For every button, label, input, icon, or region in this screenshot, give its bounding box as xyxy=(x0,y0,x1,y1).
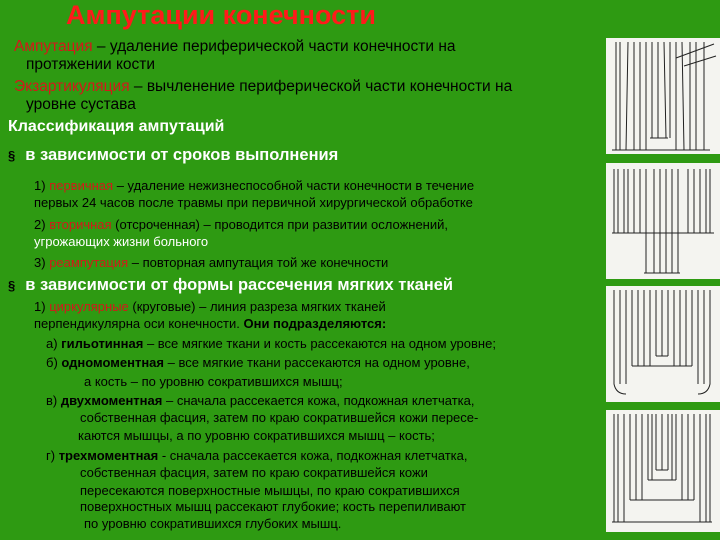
item-subdivide: Они подразделяются: xyxy=(239,316,387,331)
amputation-illustration-3 xyxy=(606,286,720,402)
exarticulation-text: – вычленение периферической части конечности на xyxy=(129,78,513,95)
subtype-term: одномоментная xyxy=(61,355,164,370)
subtype-label: б) xyxy=(46,355,62,370)
section2-item-1 xyxy=(34,299,386,314)
subtype-label: а) xyxy=(46,336,62,351)
item-text: – удаление нежизнеспособной части конечности в течение xyxy=(113,178,475,193)
section1-item-1-line2: первых 24 часов после травмы при первичной хирургической обработке xyxy=(34,195,473,210)
item-term-extra: (отсроченная) xyxy=(111,217,200,232)
subtype-c-line3: каются мышцы, а по уровню сократившихся мышц – кость; xyxy=(78,428,435,443)
subtype-c-line2: собственная фасция, затем по краю сократившейся кожи пересе- xyxy=(80,410,479,425)
section1-item-2 xyxy=(34,217,448,232)
item-term: первичная xyxy=(49,178,114,193)
item-term: реампутация xyxy=(49,255,129,270)
amputation-illustration-2 xyxy=(606,163,720,279)
subtype-term: двухмоментная xyxy=(60,393,163,408)
exarticulation-term: Экзартикуляция xyxy=(14,78,130,95)
section1-item-1 xyxy=(34,178,474,193)
section2-heading xyxy=(8,276,453,295)
amputation-illustration-4 xyxy=(606,410,720,532)
exarticulation-text-line2: уровне сустава xyxy=(26,96,136,113)
exarticulation-definition xyxy=(14,78,512,96)
subtype-text: – сначала рассекается кожа, подкожная клетчатка, xyxy=(162,393,475,408)
subtype-label: г) xyxy=(46,448,59,463)
amputation-text: – удаление периферической части конечности на xyxy=(92,38,456,55)
amputation-term: Ампутация xyxy=(14,38,93,55)
item-number: 1) xyxy=(34,178,46,193)
subtype-a xyxy=(46,336,496,351)
item-text: – линия разреза мягких тканей xyxy=(195,299,386,314)
section1-item-3 xyxy=(34,255,388,270)
classification-heading: Классификация ампутаций xyxy=(8,118,225,135)
item-number: 3) xyxy=(34,255,46,270)
section2-item-1-line2 xyxy=(34,316,386,331)
item-term-extra: (круговые) xyxy=(128,299,196,314)
subtype-text: – все мягкие ткани и кость рассекаются на одном уровне; xyxy=(143,336,496,351)
subtype-d-line3: пересекаются поверхностные мышцы, по краю сократившихся xyxy=(80,483,460,498)
item-term: циркулярные xyxy=(49,299,129,314)
item-text: – повторная ампутация той же конечности xyxy=(128,255,389,270)
subtype-label: в) xyxy=(46,393,61,408)
subtype-term: гильотинная xyxy=(61,336,144,351)
subtype-b-line2: а кость – по уровню сократившихся мышц; xyxy=(84,374,343,389)
page-title: Ампутации конечности xyxy=(66,0,376,30)
subtype-d-line5: по уровню сократившихся глубоких мышц. xyxy=(84,516,342,531)
subtype-term: трехмоментная xyxy=(58,448,159,463)
section1-heading-text: в зависимости от сроков выполнения xyxy=(25,146,339,164)
subtype-text: - сначала рассекается кожа, подкожная клетчатка, xyxy=(158,448,468,463)
section1-heading xyxy=(8,146,338,165)
subtype-b xyxy=(46,355,470,370)
subtype-c xyxy=(46,393,475,408)
item-text: перпендикулярна оси конечности. xyxy=(34,316,240,331)
subtype-text: – все мягкие ткани рассекаются на одном уровне, xyxy=(163,355,470,370)
amputation-illustration-1 xyxy=(606,38,720,154)
amputation-definition xyxy=(14,38,456,56)
section2-heading-text: в зависимости от формы рассечения мягких тканей xyxy=(25,276,454,294)
section1-item-2-line2: угрожающих жизни больного xyxy=(34,234,209,249)
subtype-d-line2: собственная фасция, затем по краю сократившейся кожи xyxy=(80,465,428,480)
item-number: 1) xyxy=(34,299,46,314)
item-text: – проводится при развитии осложнений, xyxy=(199,217,448,232)
bullet-icon: § xyxy=(8,148,16,163)
amputation-text-line2: протяжении кости xyxy=(26,56,156,73)
subtype-d xyxy=(46,448,467,463)
item-number: 2) xyxy=(34,217,46,232)
item-term: вторичная xyxy=(49,217,112,232)
subtype-d-line4: поверхностных мышц рассекают глубокие; кость перепиливают xyxy=(80,499,466,514)
bullet-icon: § xyxy=(8,278,16,293)
